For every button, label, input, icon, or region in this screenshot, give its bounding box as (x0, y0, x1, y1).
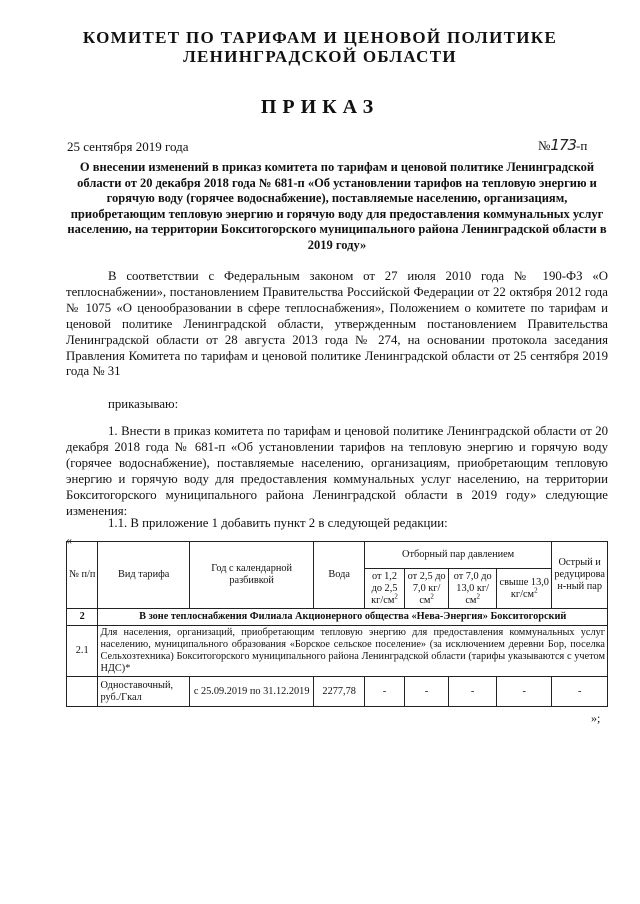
section-title: В зоне теплоснабжения Филиала Акционерного общества «Нева-Энергия» Бокситогорский (98, 609, 608, 626)
row-sharp: - (552, 677, 608, 707)
row-water: 2277,78 (314, 677, 365, 707)
order-number-handwritten: 173 (550, 136, 577, 154)
quote-open-mark: « (66, 533, 72, 547)
row-steam-1: - (364, 677, 404, 707)
header-water: Вода (314, 542, 365, 609)
row-steam-4: - (497, 677, 552, 707)
tariff-table (66, 541, 608, 707)
committee-line-1: КОМИТЕТ ПО ТАРИФАМ И ЦЕНОВОЙ ПОЛИТИКЕ (82, 28, 558, 47)
header-steam-3: от 7,0 до 13,0 $кг/см^2$ (449, 569, 497, 609)
subsection-text: Для населения, организаций, приобретающим тепловую энергию для предоставления коммунальных услуг населению, муниципального образования «Борское сельское поселение» (за исключением деревни Бор, поселка Сельхозтехника) Бокситогорского муниципального района Ленинградской области (тарифы указываются с учетом НДС)* (98, 626, 608, 677)
header-sharp-steam: Острый и редуцирова н-ный пар (552, 542, 608, 609)
document-type-heading: ПРИКАЗ (260, 96, 380, 118)
header-steam-1: от 1,2 до 2,5 $кг/см^2$ (364, 569, 404, 609)
order-number-prefix: № (538, 138, 551, 153)
quote-close-mark: »; (591, 711, 601, 725)
committee-header (40, 28, 600, 66)
section-num: 2 (67, 609, 98, 626)
preamble-paragraph: В соответствии с Федеральным законом от 27 июля 2010 года № 190-ФЗ «О теплоснабжении», постановлением Правительства Российской Федерации от 22 октября 2012 года № 1075 «О ценообразовании в сфере теплоснабжения», Положением о комитете по тарифам и ценовой политике Ленинградской области, утвержденным постановлением Правительства Ленинградской области от 28 августа 2013 года № 274, на основании протокола заседания Правления Комитета по тарифам и ценовой политике Ленинградской области от 25 сентября 2019 года № 31 (66, 269, 608, 379)
row-period: с 25.09.2019 по 31.12.2019 (189, 677, 314, 707)
row-steam-3: - (449, 677, 497, 707)
order-title: О внесении изменений в приказ комитета по тарифам и ценовой политике Ленинградской области от 20 декабря 2018 года № 681-п «Об установлении тарифов на тепловую энергию и горячую воду (горячее водоснабжение), поставляемые населению, организациям, приобретающим тепловую энергию и горячую воду для предоставления коммунальных услуг населению, на территории Бокситогорского муниципального района Ленинградской области в 2019 году» (67, 160, 607, 252)
header-tariff-type: Вид тарифа (98, 542, 189, 609)
row-num (67, 677, 98, 707)
header-num: № п/п (67, 542, 98, 609)
clause-1-1-paragraph: 1.1. В приложение 1 добавить пункт 2 в следующей редакции: (108, 516, 448, 530)
subsection-num: 2.1 (67, 626, 98, 677)
header-steam-2: от 2,5 до 7,0 $кг/см^2$ (405, 569, 449, 609)
row-steam-2: - (405, 677, 449, 707)
order-number (538, 136, 587, 154)
order-number-suffix: -п (576, 138, 588, 153)
clause-1-paragraph: 1. Внести в приказ комитета по тарифам и ценовой политике Ленинградской области от 20 декабря 2018 года № 681-п «Об установлении тарифов на тепловую энергию и горячую воду (горячее водоснабжение), поставляемые населению, организациям, приобретающим тепловую энергию и горячую воду для предоставления коммунальных услуг населению, на территории Бокситогорского муниципального района Ленинградской области в 2019 году» следующие изменения: (66, 424, 608, 518)
row-tariff: Одноставочный, руб./Гкал (98, 677, 189, 707)
order-date: 25 сентября 2019 года (67, 139, 189, 154)
prikazyvayu-text: приказываю: (108, 397, 179, 411)
committee-line-2: ЛЕНИНГРАДСКОЙ ОБЛАСТИ (183, 47, 457, 66)
header-steam-group: Отборный пар давлением (364, 542, 551, 569)
header-steam-4: свыше 13,0 $кг/см^2$ (497, 569, 552, 609)
header-year: Год с календарной разбивкой (189, 542, 314, 609)
